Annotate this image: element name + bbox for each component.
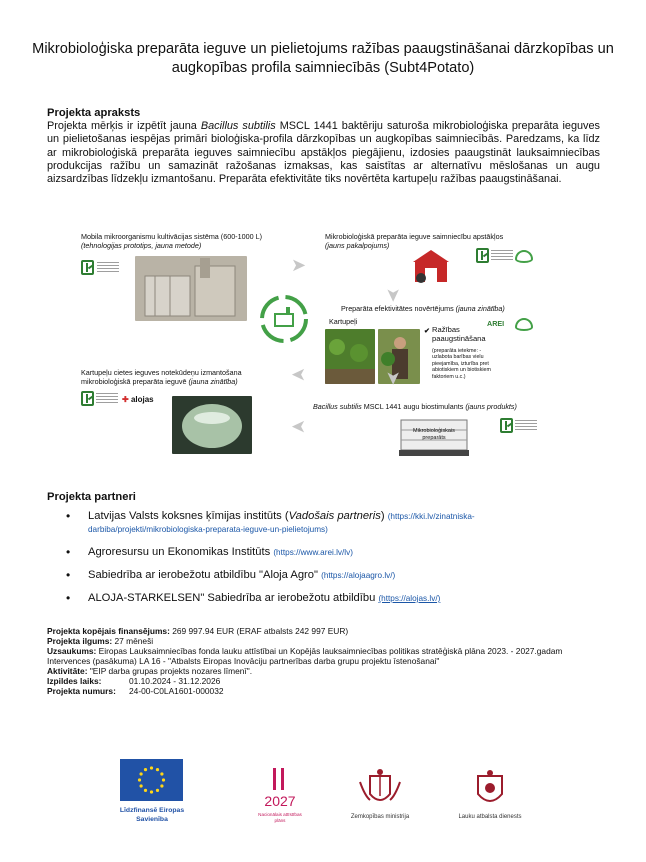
- partner-item: • Agroresursu un Ekonomikas Institūts (https://www.arei.lv/lv): [66, 546, 536, 559]
- duration-row: Projekta ilgums: 27 mēneši: [47, 636, 154, 646]
- call-row: Uzsaukums: Eiropas Lauksaimniecības fonda lauku attīstībai un Kopējās lauksaimniecības politikas stratēģiskā plāna 2023. - 2027.gadam Intervences (pasākuma) LA 16 - "Atbalsts Eiropas Inovāciju partnerības darba grupu projektu īstenošanai": [47, 646, 563, 666]
- activity-row: Aktivitāte: "EIP darba grupas projekts nozares līmenī".: [47, 666, 253, 676]
- period-row: Izpildes laiks: 01.10.2024 - 31.12.2026: [47, 676, 221, 686]
- step3-check-detail: (preparāta ietekme: - uzlabota barības vielu pieejamība, izturība pret abiotiskiem un biotiskiem faktoriem u.c.): [432, 348, 491, 380]
- step4-label: Kartupeļu cietes ieguves notekūdeņu izmantošana mikrobioloģiskā preparāta ieguvē (jauna zinātība): [81, 368, 242, 386]
- kki-logo-text: [96, 393, 118, 405]
- eu-flag-logo: [120, 759, 183, 801]
- arrow-right-icon: ➤: [291, 255, 307, 275]
- arrow-left-icon: ➤: [291, 365, 307, 385]
- wastewater-photo: [172, 396, 252, 454]
- partner-link[interactable]: (https://kki.lv/zinatniska-darbiba/projekti/mikrobiologiska-preparata-ieguve-un-pielietojums): [88, 512, 475, 534]
- ministry-coat-of-arms: [355, 766, 405, 812]
- step5-label: Bacillus subtilis MSCL 1441 augu biostimulants (jauns produkts): [313, 402, 517, 411]
- partner-link[interactable]: (https://alojaagro.lv/): [321, 571, 396, 580]
- nap-year: 2027: [264, 793, 296, 809]
- bioreactor-photo: [135, 256, 247, 321]
- step2-label: Mikrobioloģiskā preparāta ieguve saimniecību apstākļos (jauns pakalpojums): [325, 232, 504, 250]
- kki-logo-text: [515, 420, 537, 432]
- aloja-agro-logo: [515, 318, 533, 331]
- ministry-caption: Zemkopības ministrija: [350, 814, 410, 820]
- aloja-agro-logo: [515, 250, 533, 263]
- arei-logo: AREI: [487, 319, 505, 328]
- partners-heading: Projekta partneri: [47, 491, 136, 503]
- eu-caption: Līdzfinansē Eiropas Savienība: [119, 807, 185, 823]
- kki-logo: [500, 418, 513, 433]
- funding-row: Projekta kopējais finansējums: 269 997.94 EUR (ERAF atbalsts 242 997 EUR): [47, 626, 349, 636]
- kki-logo: [81, 391, 94, 406]
- partner-item: • ALOJA-STARKELSEN" Sabiedrība ar ierobežotu atbildību (https://alojas.lv/): [66, 592, 536, 605]
- alojas-logo: ✚ alojas: [122, 395, 154, 404]
- nap-caption: Nacionālais attīstības plāns: [258, 812, 302, 823]
- lad-caption: Lauku atbalsta dienests: [458, 814, 522, 820]
- partner-item: • Latvijas Valsts koksnes ķīmijas institūts (Vadošais partneris) (https://kki.lv/zinatniska-darbiba/projekti/mikrobiologiska-preparata-ieguve-un-pielietojums): [66, 510, 536, 536]
- partner-link[interactable]: (https://www.arei.lv/lv): [273, 548, 353, 557]
- arrow-down-icon: ➤: [383, 370, 404, 386]
- arrow-left-icon: ➤: [291, 417, 307, 437]
- number-row: Projekta numurs: 24-00-C0LA1601-000032: [47, 686, 224, 696]
- kki-logo-text: [97, 262, 119, 274]
- nap-2027-logo: [258, 766, 302, 812]
- description-heading: Projekta apraksts: [47, 107, 141, 119]
- lad-coat-of-arms: [465, 768, 515, 812]
- farm-icon: [409, 246, 453, 284]
- step3-crop: Kartupeļi: [329, 317, 358, 326]
- project-diagram: [75, 224, 555, 464]
- step1-label: Mobila mikroorganismu kultivācijas sistēma (600-1000 L) (tehnologijas prototips, jauna metode): [81, 232, 262, 250]
- project-details: [47, 626, 607, 696]
- arrow-down-icon: ➤: [383, 287, 404, 303]
- step3-label: Preparāta efektivitātes novērtējums (jauna zinātība): [341, 304, 505, 313]
- step3-check-title: Ražības paaugstināšana: [432, 325, 486, 343]
- cycle-icon: [255, 290, 313, 348]
- kki-logo: [476, 248, 489, 263]
- potato-field-photo: [325, 329, 375, 384]
- kki-logo: [81, 260, 94, 275]
- page-title: Mikrobioloģiska preparāta ieguve un pielietojums ražības paaugstināšanai dārzkopības un augkopības profila saimniecībās (Subt4Potato): [32, 41, 614, 76]
- description-text: Projekta mērķis ir izpētīt jauna Bacillus subtilis MSCL 1441 baktēriju saturoša mikrobioloģiska preparāta ieguves un pielietošanas iespējas primāri bioloģiska-profila dārzkopības un augkopības saimniecībās. Paredzams, ka līdz ar mikrobioloģiskā preparāta ieguves saimniecību apstākļos piegājienu, izdosies paaugstināt lauksaimniecības produkcijas ražību un samazināt ražošanas izmaksas, kas saistītas ar alternatīvu mēslošanas un augu aizsardzības līdzekļu izmantošanu. Preparāta efektivitāte tiks novērtēta kartupeļu ražības paaugstināšanai.: [47, 120, 601, 186]
- container-label: Mikrobioloģiskais preparāts: [413, 428, 455, 441]
- partner-link[interactable]: (https://alojas.lv/): [378, 594, 441, 603]
- check-icon: ✔: [424, 326, 431, 335]
- kki-logo-text: [491, 250, 513, 262]
- partners-list: [66, 510, 536, 615]
- partner-item: • Sabiedrība ar ierobežotu atbildību "Aloja Agro" (https://alojaagro.lv/): [66, 569, 536, 582]
